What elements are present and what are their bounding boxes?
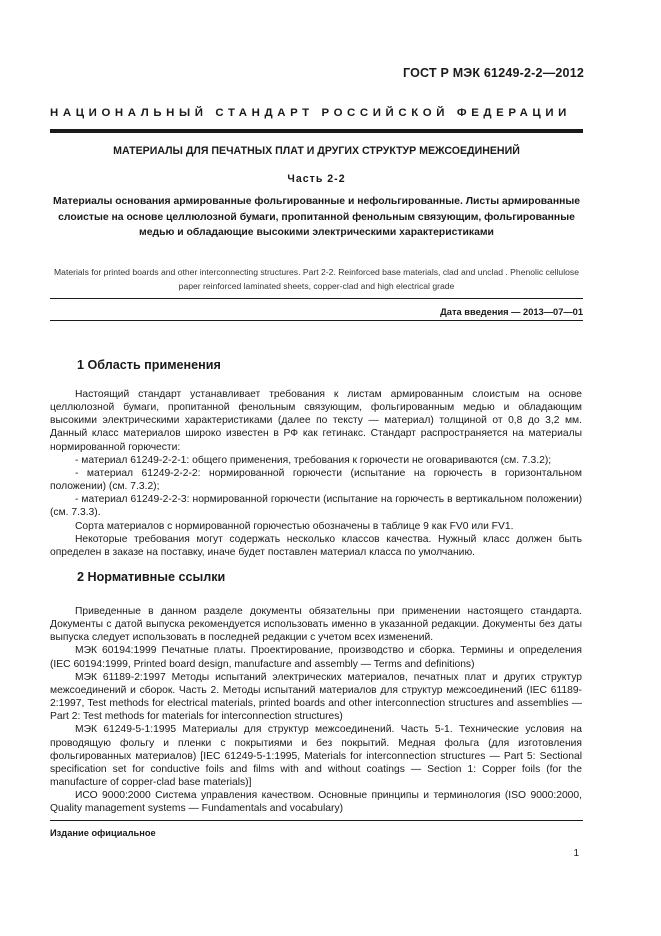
paragraph: Некоторые требования могут содержать несколько классов качества. Нужный класс должен быть определен в заказе на поставку, иначе будет поставлен материал класса по умолчанию. (50, 533, 582, 558)
reference-entry: МЭК 61189-2:1997 Методы испытаний электрических материалов, печатных плат и других структур межсоединений и сборок. Часть 2. Методы испытаний материалов для структур межсоединений (IEC 61189-2:1997, Test methods for electrical materials, printed boards and other interconnection structures and assemblies — Part 2: Test methods for materials for interconnection structures) (50, 671, 582, 723)
page-number: 1 (573, 848, 579, 859)
introduction-date: Дата введения — 2013—07—01 (440, 307, 583, 317)
section-2-heading: 2 Нормативные ссылки (77, 570, 226, 584)
section-1-body (50, 388, 582, 559)
section-1-heading: 1 Область применения (77, 358, 221, 372)
paragraph: Приведенные в данном разделе документы обязательны при применении настоящего стандарта. Документы с датой выпуска рекомендуется использовать именно в указанной редакции. Документы без даты выпуска следует использовать в последней редакции с учетом всех изменений. (50, 606, 582, 644)
paragraph: - материал 61249-2-2-2: нормированной горючести (испытание на горючесть в горизонтальном положении) (см. 7.3.2); (50, 467, 582, 493)
section-2-body (50, 605, 582, 816)
reference-entry: ИСО 9000:2000 Система управления качеством. Основные принципы и терминология (ISO 9000:2000, Quality management systems — Fundamentals and vocabulary) (50, 790, 582, 815)
paragraph: - материал 61249-2-2-3: нормированной горючести (испытание на горючесть в вертикальном положении) (см. 7.3.3). (50, 494, 582, 519)
part-title: Часть 2-2 (287, 173, 346, 185)
national-standard-banner: НАЦИОНАЛЬНЫЙ СТАНДАРТ РОССИЙСКОЙ ФЕДЕРАЦИИ (50, 107, 571, 119)
header-rule-thick (50, 129, 583, 133)
document-subtitle: Материалы основания армированные фольгированные и нефольгированные. Листы армированные слоистые на основе целлюлозной бумаги, пропитанной фенольным связующим, фольгированные медью и обладающие высокими электрическими характеристиками (52, 196, 581, 238)
document-code: ГОСТ Р МЭК 61249-2-2—2012 (403, 66, 584, 80)
title-divider-top (50, 298, 583, 299)
edition-label: Издание официальное (50, 828, 156, 838)
paragraph: Настоящий стандарт устанавливает требования к листам армированным слоистым на основе целлюлозной бумаги, пропитанной фенольным связующим, фольгированным медью и обладающим высокими электрическими характеристиками (далее по тексту — материал) толщиной от 0,8 до 3,2 мм. Данный класс материалов широко известен в РФ как гетинакс. Стандарт распространяется на материалы нормированной горючести: (50, 389, 582, 453)
reference-entry: МЭК 61249-5-1:1995 Материалы для структур межсоединений. Часть 5-1. Технические условия на проводящую фольгу и пленки с покрытиями и без покрытий. Медная фольга (для изготовления фольгированных материалов) [IEC 61249-5-1:1995, Materials for interconnection structures — Part 5: Sectional specification set for conductive foils and films with and without coatings — Section 1: Copper foils (for the manufacture of copper-clad base materials)] (50, 724, 582, 789)
english-title: Materials for printed boards and other interconnecting structures. Part 2-2. Reinforced base materials, clad and unclad . Phenolic cellulose paper reinforced laminated sheets, copper-clad and high electrical grade (54, 267, 579, 291)
footer-divider (50, 820, 583, 821)
title-divider-bottom (50, 320, 583, 321)
paragraph: Сорта материалов с нормированной горючестью обозначены в таблице 9 как FV0 или FV1. (75, 520, 514, 532)
document-title: МАТЕРИАЛЫ ДЛЯ ПЕЧАТНЫХ ПЛАТ И ДРУГИХ СТРУКТУР МЕЖСОЕДИНЕНИЙ (113, 145, 520, 157)
reference-entry: МЭК 60194:1999 Печатные платы. Проектирование, производство и сборка. Термины и определения (IEC 60194:1999, Printed board design, manufacture and assembly — Terms and definitions) (50, 645, 582, 670)
paragraph: - материал 61249-2-2-1: общего применения, требования к горючести не оговариваются (см. 7.3.2); (75, 454, 552, 466)
